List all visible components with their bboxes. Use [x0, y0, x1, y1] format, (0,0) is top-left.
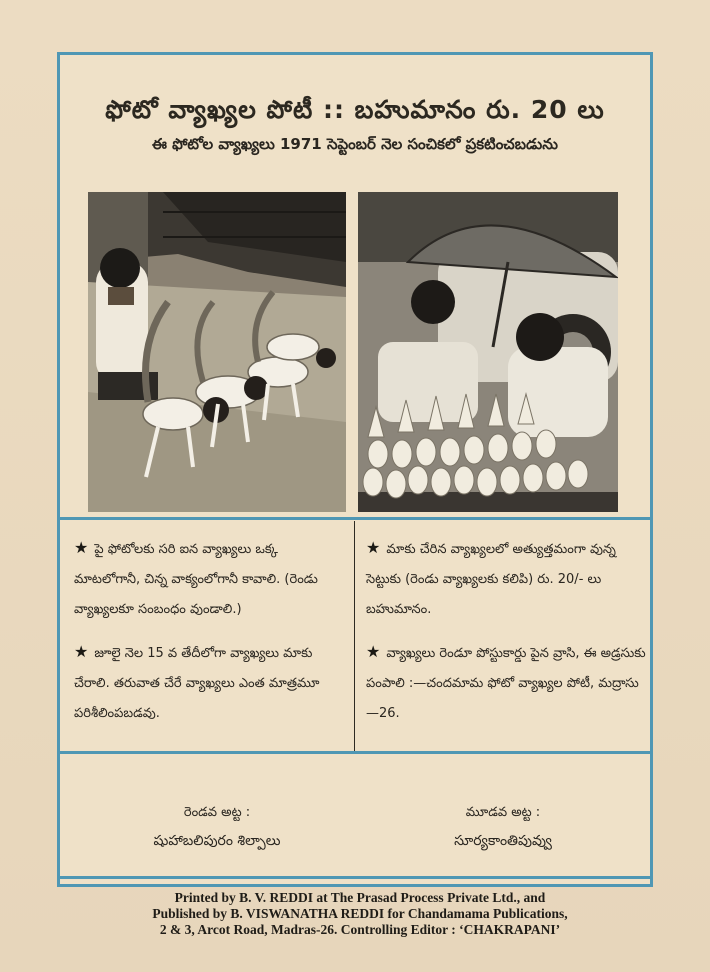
rule-item [74, 533, 336, 625]
rule-text: వ్యాఖ్యలు రెండూ పోస్టుకార్డు పైన వ్రాసి, ఈ అడ్రసుకు పంపాలి :—చందమామ ఫోటో వ్యాఖ్యల పోటీ, మద్రాసు—26. [366, 646, 646, 721]
rule-item [74, 637, 336, 729]
rules-left-column [74, 533, 336, 741]
imprint-line: 2 & 3, Arcot Road, Madras-26. Controlling Editor : ‘CHAKRAPANI’ [159, 922, 561, 937]
boy-with-toy-horses-photo [88, 192, 346, 512]
third-cover-info [383, 799, 623, 855]
rule-text: మాకు చేరిన వ్యాఖ్యలలో అత్యుత్తమంగా వున్న సెట్టుకు (రెండు వ్యాఖ్యలకు కలిపి) రు. 20/- లు బహుమానం. [366, 542, 616, 617]
rules-bottom-divider [57, 751, 653, 754]
star-icon: ★ [366, 538, 381, 557]
corn-vendors-under-umbrella-photo [358, 192, 618, 512]
third-cover-label: మూడవ అట్ట : [465, 805, 541, 820]
rules-column-divider [354, 521, 355, 751]
photo-right [358, 192, 618, 512]
publisher-imprint [100, 890, 620, 938]
second-cover-title: షుహాబలిపురం శిల్పాలు [153, 833, 281, 849]
contest-subtitle: ఈ ఫోటోల వ్యాఖ్యలు 1971 సెప్టెంబర్ నెల సంచికలో ప్రకటించబడును [152, 135, 558, 153]
cover-prizes-panel [57, 757, 653, 873]
star-icon: ★ [366, 642, 381, 661]
rules-right-column [366, 533, 646, 741]
photo-left [88, 192, 346, 512]
contest-frame [57, 52, 653, 887]
second-cover-label: రెండవ అట్ట : [183, 805, 251, 820]
frame-bottom-border [57, 876, 653, 879]
rule-item [366, 533, 646, 625]
contest-title: ఫోటో వ్యాఖ్యల పోటీ :: బహుమానం రు. 20 లు [105, 95, 605, 124]
rule-text: పై ఫోటోలకు సరి ఐన వ్యాఖ్యలు ఒక్క మాటలోగానీ, చిన్న వాక్యంలోగానీ కావాలి. (రెండు వ్యాఖ్యలకూ సంబంధం వుండాలి.) [74, 542, 318, 617]
star-icon: ★ [74, 642, 89, 661]
rule-text: జూలై నెల 15 వ తేదీలోగా వ్యాఖ్యలు మాకు చేరాలి. తరువాత చేరే వ్యాఖ్యలు ఎంత మాత్రమూ పరిశీలింపబడవు. [74, 646, 320, 721]
third-cover-title: సూర్యకాంతిపువ్వు [454, 833, 552, 849]
rule-item [366, 637, 646, 729]
imprint-line: Printed by B. V. REDDI at The Prasad Process Private Ltd., and [174, 890, 546, 905]
imprint-line: Published by B. VISWANATHA REDDI for Chandamama Publications, [152, 906, 568, 921]
second-cover-info [97, 799, 337, 855]
star-icon: ★ [74, 538, 89, 557]
photo-rules-divider [57, 517, 653, 520]
